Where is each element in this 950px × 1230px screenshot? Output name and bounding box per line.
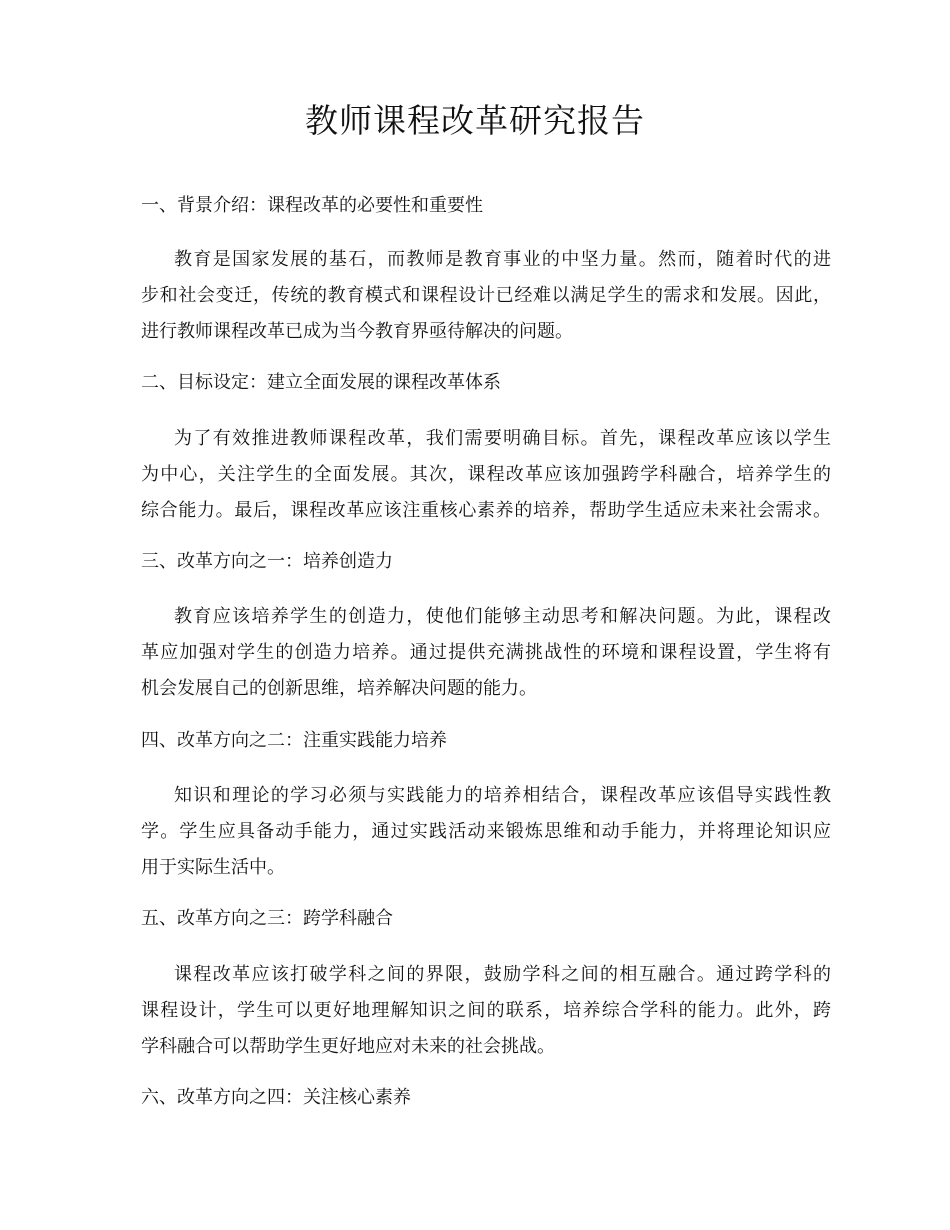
section-paragraph-2 (141, 421, 831, 529)
paragraph-line: 知识和理论的学习必须与实践能力的培养相结合，课程改革应该倡导实践性教 (174, 785, 831, 806)
paragraph-line: 教育应该培养学生的创造力，使他们能够主动思考和解决问题。为此，课程改 (174, 606, 831, 627)
section-heading-2: 二、目标设定：建立全面发展的课程改革体系 (141, 372, 501, 393)
paragraph-line: 为了有效推进教师课程改革，我们需要明确目标。首先，课程改革应该以学生 (174, 428, 831, 449)
paragraph-line: 学科融合可以帮助学生更好地应对未来的社会挑战。 (141, 1036, 555, 1057)
section-paragraph-5 (141, 957, 831, 1065)
document-title: 教师课程改革研究报告 (305, 101, 645, 140)
paragraph-line: 用于实际生活中。 (141, 857, 285, 878)
paragraph-line: 革应加强对学生的创造力培养。通过提供充满挑战性的环境和课程设置，学生将有 (141, 642, 831, 663)
section-paragraph-3 (141, 599, 831, 707)
section-heading-1: 一、背景介绍：课程改革的必要性和重要性 (141, 195, 483, 216)
section-paragraph-1 (141, 242, 831, 350)
paragraph-line: 教育是国家发展的基石，而教师是教育事业的中坚力量。然而，随着时代的进 (174, 249, 831, 270)
section-heading-3: 三、改革方向之一：培养创造力 (141, 551, 393, 572)
paragraph-line: 课程设计，学生可以更好地理解知识之间的联系，培养综合学科的能力。此外，跨 (141, 1000, 831, 1021)
section-heading-5: 五、改革方向之三：跨学科融合 (141, 908, 393, 929)
section-paragraph-4 (141, 778, 831, 886)
paragraph-line: 学。学生应具备动手能力，通过实践活动来锻炼思维和动手能力，并将理论知识应 (141, 821, 831, 842)
paragraph-line: 课程改革应该打破学科之间的界限，鼓励学科之间的相互融合。通过跨学科的 (174, 964, 831, 985)
paragraph-line: 机会发展自己的创新思维，培养解决问题的能力。 (141, 678, 537, 699)
section-heading-6: 六、改革方向之四：关注核心素养 (141, 1087, 411, 1108)
paragraph-line: 进行教师课程改革已成为当今教育界亟待解决的问题。 (141, 321, 573, 342)
paragraph-line: 综合能力。最后，课程改革应该注重核心素养的培养，帮助学生适应未来社会需求。 (141, 500, 831, 521)
section-heading-4: 四、改革方向之二：注重实践能力培养 (141, 730, 447, 751)
paragraph-line: 步和社会变迁，传统的教育模式和课程设计已经难以满足学生的需求和发展。因此， (141, 285, 831, 306)
paragraph-line: 为中心，关注学生的全面发展。其次，课程改革应该加强跨学科融合，培养学生的 (141, 464, 831, 485)
